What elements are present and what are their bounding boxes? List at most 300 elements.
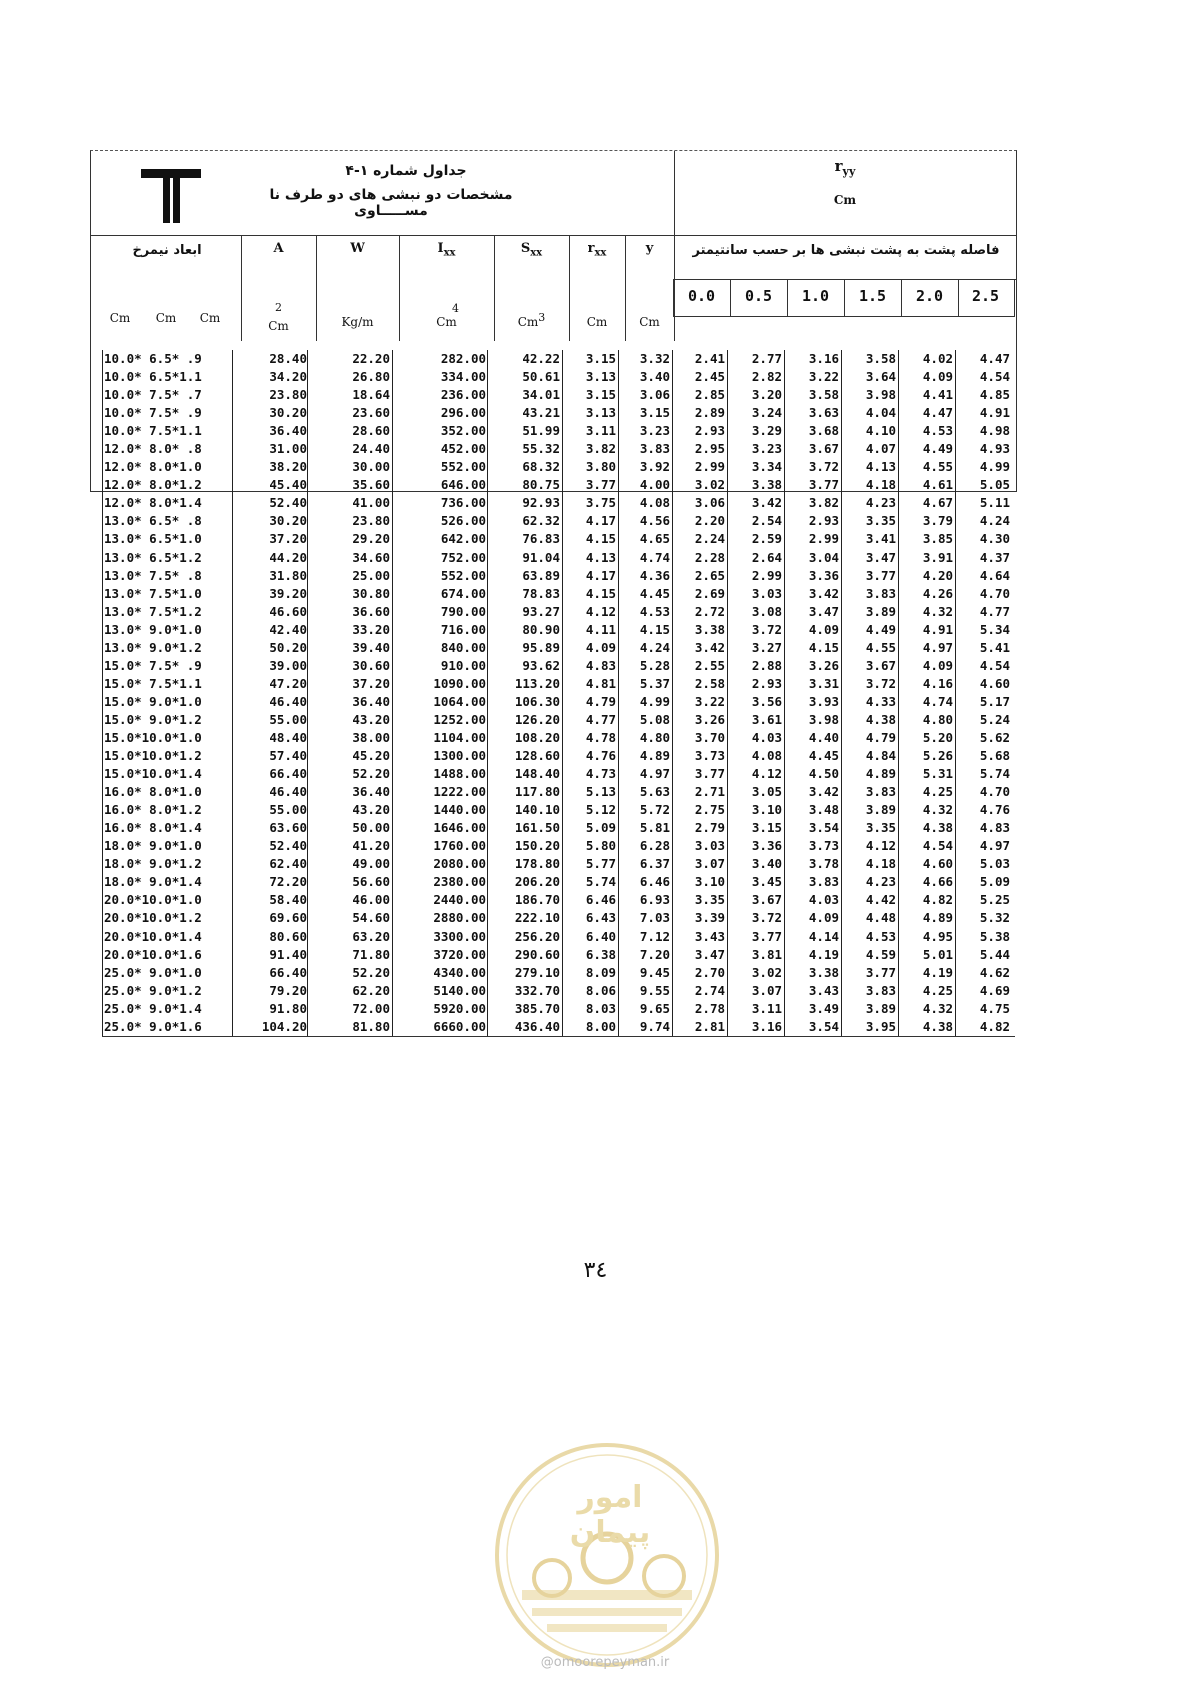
table-cell: 4.67 (922, 495, 953, 511)
column-rule (392, 440, 393, 458)
column-rule (392, 1018, 393, 1036)
table-cell: 4.38 (922, 820, 953, 836)
profile-dimensions: 15.0* 7.5*1.1 (104, 675, 202, 691)
column-rule (307, 567, 308, 585)
table-cell: 752.00 (440, 549, 486, 565)
table-cell: 55.32 (522, 441, 560, 457)
column-rule (672, 837, 673, 855)
table-cell: 3.23 (751, 441, 782, 457)
table-cell: 36.40 (352, 693, 390, 709)
table-cell: 4.12 (865, 838, 896, 854)
table-cell: 4.18 (865, 856, 896, 872)
table-cell: 50.61 (522, 369, 560, 385)
table-cell: 3.10 (694, 874, 725, 890)
table-cell: 4.03 (751, 729, 782, 745)
column-rule (727, 476, 728, 494)
column-rule (102, 783, 103, 801)
column-rule (392, 837, 393, 855)
table-cell: 5140.00 (433, 982, 486, 998)
table-cell: 46.40 (269, 693, 307, 709)
profile-dimensions: 13.0* 6.5*1.0 (104, 531, 202, 547)
column-rule (232, 765, 233, 783)
column-rule (898, 458, 899, 476)
table-cell: 3.98 (865, 387, 896, 403)
column-rule (672, 711, 673, 729)
column-rule (898, 946, 899, 964)
table-cell: 3.42 (808, 784, 839, 800)
table-cell: 9.74 (639, 1018, 670, 1034)
table-cell: 52.40 (269, 495, 307, 511)
column-rule (672, 819, 673, 837)
col-ixx-unit: 4 Cm (436, 302, 459, 329)
column-rule (232, 819, 233, 837)
column-rule (487, 765, 488, 783)
column-rule (841, 585, 842, 603)
table-cell: 6.38 (585, 946, 616, 962)
column-rule (784, 873, 785, 891)
column-rule (727, 657, 728, 675)
column-rule (898, 585, 899, 603)
column-rule (562, 368, 563, 386)
table-row (102, 476, 1015, 494)
column-rule (307, 494, 308, 512)
column-rule (232, 693, 233, 711)
column-rule (955, 855, 956, 873)
column-rule (232, 675, 233, 693)
column-rule (562, 675, 563, 693)
column-rule (232, 711, 233, 729)
column-rule (392, 801, 393, 819)
column-rule (955, 494, 956, 512)
table-row (102, 801, 1015, 819)
table-cell: 5.17 (979, 693, 1010, 709)
column-rule (392, 1000, 393, 1018)
table-cell: 4.37 (979, 549, 1010, 565)
table-cell: 63.60 (269, 820, 307, 836)
profile-dimensions: 18.0* 9.0*1.2 (104, 856, 202, 872)
column-rule (784, 747, 785, 765)
table-cell: 3.24 (751, 405, 782, 421)
column-rule (784, 1018, 785, 1036)
table-cell: 5.81 (639, 820, 670, 836)
distance-cells (673, 279, 1015, 319)
column-rule (307, 386, 308, 404)
table-cell: 8.09 (585, 964, 616, 980)
table-cell: 5.09 (979, 874, 1010, 890)
column-rule (392, 530, 393, 548)
table-cell: 5.63 (639, 784, 670, 800)
column-rule (898, 765, 899, 783)
column-rule (955, 891, 956, 909)
table-cell: 3.73 (808, 838, 839, 854)
table-cell: 30.00 (352, 459, 390, 475)
table-cell: 3.67 (751, 892, 782, 908)
table-cell: 2.77 (751, 351, 782, 366)
column-rule (618, 964, 619, 982)
table-cell: 4.77 (979, 603, 1010, 619)
table-cell: 57.40 (269, 748, 307, 764)
table-cell: 4.24 (979, 513, 1010, 529)
profile-dimensions: 25.0* 9.0*1.0 (104, 964, 202, 980)
table-cell: 3.15 (585, 387, 616, 403)
column-rule (487, 567, 488, 585)
column-rule (307, 819, 308, 837)
table-cell: 4.97 (639, 766, 670, 782)
table-cell: 3.16 (808, 351, 839, 366)
column-rule (392, 693, 393, 711)
table-cell: 4.16 (922, 675, 953, 691)
column-rule (955, 404, 956, 422)
table-cell: 5.01 (922, 946, 953, 962)
column-rule (562, 404, 563, 422)
table-cell: 4.19 (808, 946, 839, 962)
table-cell: 646.00 (440, 477, 486, 493)
column-rule (307, 1018, 308, 1036)
table-cell: 236.00 (440, 387, 486, 403)
table-cell: 23.80 (269, 387, 307, 403)
column-rule (307, 693, 308, 711)
column-rule (727, 512, 728, 530)
column-rule (487, 909, 488, 927)
table-cell: 452.00 (440, 441, 486, 457)
table-cell: 3.06 (639, 387, 670, 403)
column-rule (955, 964, 956, 982)
table-cell: 3.75 (585, 495, 616, 511)
column-rule (898, 476, 899, 494)
profile-dimensions: 13.0* 7.5*1.0 (104, 585, 202, 601)
table-cell: 72.00 (352, 1000, 390, 1016)
column-rule (232, 928, 233, 946)
table-cell: 58.40 (269, 892, 307, 908)
column-rule (102, 512, 103, 530)
column-rule (898, 350, 899, 368)
table-cell: 5.34 (979, 621, 1010, 637)
column-rule (232, 530, 233, 548)
column-rule (841, 855, 842, 873)
column-rule (618, 422, 619, 440)
column-rule (727, 711, 728, 729)
column-rule (307, 603, 308, 621)
table-cell: 92.93 (522, 495, 560, 511)
column-rule (232, 422, 233, 440)
column-rule (618, 1000, 619, 1018)
column-rule (392, 350, 393, 368)
table-row (102, 350, 1015, 368)
table-cell: 840.00 (440, 639, 486, 655)
table-cell: 4.23 (865, 874, 896, 890)
table-cell: 4.99 (639, 693, 670, 709)
table-cell: 5.32 (979, 910, 1010, 926)
table-cell: 2.95 (694, 441, 725, 457)
profile-dimensions: 13.0* 7.5* .8 (104, 567, 202, 583)
table-cell: 3.22 (808, 369, 839, 385)
table-cell: 4.04 (865, 405, 896, 421)
column-rule (392, 621, 393, 639)
table-cell: 2880.00 (433, 910, 486, 926)
table-cell: 81.80 (352, 1018, 390, 1034)
column-rule (487, 1018, 488, 1036)
column-rule (102, 476, 103, 494)
column-rule (102, 1018, 103, 1036)
table-cell: 3.35 (694, 892, 725, 908)
column-rule (102, 909, 103, 927)
table-row (102, 494, 1015, 512)
table-cell: 55.00 (269, 711, 307, 727)
column-rule (307, 909, 308, 927)
table-cell: 33.20 (352, 621, 390, 637)
column-rule (392, 909, 393, 927)
table-cell: 4.97 (979, 838, 1010, 854)
column-rule (955, 512, 956, 530)
table-cell: 4.81 (585, 675, 616, 691)
column-rule (307, 657, 308, 675)
table-cell: 4.03 (808, 892, 839, 908)
table-cell: 3.48 (808, 802, 839, 818)
table-cell: 62.20 (352, 982, 390, 998)
profile-dimensions: 13.0* 9.0*1.0 (104, 621, 202, 637)
column-rule (898, 729, 899, 747)
table-cell: 54.60 (352, 910, 390, 926)
table-cell: 5.12 (585, 802, 616, 818)
table-cell: 1064.00 (433, 693, 486, 709)
table-cell: 3.85 (922, 531, 953, 547)
table-cell: 3.38 (751, 477, 782, 493)
table-cell: 91.80 (269, 1000, 307, 1016)
column-rule (232, 964, 233, 982)
table-cell: 2.45 (694, 369, 725, 385)
table-cell: 3.02 (751, 964, 782, 980)
table-cell: 5.31 (922, 766, 953, 782)
table-cell: 41.20 (352, 838, 390, 854)
column-rule (672, 404, 673, 422)
table-cell: 4.09 (922, 369, 953, 385)
table-row (102, 422, 1015, 440)
column-rule (487, 964, 488, 982)
column-rule (392, 585, 393, 603)
table-cell: 2.24 (694, 531, 725, 547)
table-cell: 2.59 (751, 531, 782, 547)
table-cell: 6.37 (639, 856, 670, 872)
table-cell: 3.26 (694, 711, 725, 727)
column-rule (898, 928, 899, 946)
column-rule (955, 783, 956, 801)
table-cell: 3.93 (808, 693, 839, 709)
column-rule (672, 422, 673, 440)
profile-dimensions: 20.0*10.0*1.0 (104, 892, 202, 908)
table-cell: 49.00 (352, 856, 390, 872)
column-rule (487, 621, 488, 639)
table-cell: 128.60 (514, 748, 560, 764)
column-rule (562, 585, 563, 603)
column-rule (307, 440, 308, 458)
table-cell: 8.03 (585, 1000, 616, 1016)
table-cell: 3.45 (751, 874, 782, 890)
table-cell: 2440.00 (433, 892, 486, 908)
column-rule (232, 350, 233, 368)
column-rule (392, 675, 393, 693)
column-rule (307, 422, 308, 440)
column-rule (307, 928, 308, 946)
column-rule (562, 783, 563, 801)
column-rule (727, 567, 728, 585)
column-rule (307, 404, 308, 422)
column-rule (232, 891, 233, 909)
column-rule (727, 603, 728, 621)
table-cell: 71.80 (352, 946, 390, 962)
column-rule (672, 440, 673, 458)
table-cell: 5920.00 (433, 1000, 486, 1016)
column-rule (562, 386, 563, 404)
profile-dimensions: 15.0* 9.0*1.2 (104, 711, 202, 727)
column-rule (955, 801, 956, 819)
table-cell: 22.20 (352, 351, 390, 366)
column-rule (898, 603, 899, 621)
profile-dimensions: 16.0* 8.0*1.4 (104, 820, 202, 836)
column-rule (307, 368, 308, 386)
table-cell: 30.20 (269, 405, 307, 421)
column-rule (307, 873, 308, 891)
column-rule (618, 873, 619, 891)
column-rule (392, 567, 393, 585)
table-cell: 3.07 (751, 982, 782, 998)
profile-dimensions: 13.0* 6.5*1.2 (104, 549, 202, 565)
table-cell: 48.40 (269, 729, 307, 745)
column-rule (841, 765, 842, 783)
table-cell: 790.00 (440, 603, 486, 619)
table-cell: 18.64 (352, 387, 390, 403)
column-rule (727, 946, 728, 964)
table-cell: 2.58 (694, 675, 725, 691)
column-rule (672, 549, 673, 567)
table-cell: 4.55 (865, 639, 896, 655)
table-cell: 3.06 (694, 495, 725, 511)
profile-dimensions: 12.0* 8.0*1.4 (104, 495, 202, 511)
column-rule (232, 585, 233, 603)
table-cell: 4.32 (922, 1000, 953, 1016)
table-row (102, 404, 1015, 422)
table-cell: 4.79 (865, 729, 896, 745)
column-rule (562, 350, 563, 368)
table-cell: 63.89 (522, 567, 560, 583)
column-rule (392, 928, 393, 946)
column-rule (102, 368, 103, 386)
table-cell: 3.23 (639, 423, 670, 439)
table-cell: 38.00 (352, 729, 390, 745)
column-rule (898, 512, 899, 530)
column-rule (562, 422, 563, 440)
table-cell: 80.90 (522, 621, 560, 637)
column-rule (232, 747, 233, 765)
table-cell: 4.65 (639, 531, 670, 547)
table-cell: 4.70 (979, 585, 1010, 601)
table-row (102, 621, 1015, 639)
table-row (102, 946, 1015, 964)
column-rule (727, 585, 728, 603)
table-caption: مشخصات دو نبشی های دو طرف نا مســـــاوی (269, 187, 513, 219)
table-cell: 31.00 (269, 441, 307, 457)
column-rule (618, 946, 619, 964)
column-rule (562, 639, 563, 657)
table-row (102, 657, 1015, 675)
column-rule (487, 530, 488, 548)
column-rule (672, 891, 673, 909)
column-rule (392, 386, 393, 404)
table-cell: 3.82 (585, 441, 616, 457)
table-cell: 3.92 (639, 459, 670, 475)
table-cell: 5.41 (979, 639, 1010, 655)
table-cell: 42.40 (269, 621, 307, 637)
column-rule (392, 819, 393, 837)
column-rule (672, 494, 673, 512)
column-rule (487, 368, 488, 386)
table-cell: 3.83 (639, 441, 670, 457)
column-rule (841, 530, 842, 548)
column-rule (102, 422, 103, 440)
column-rule (487, 585, 488, 603)
profile-dimensions: 12.0* 8.0*1.0 (104, 459, 202, 475)
column-rule (562, 549, 563, 567)
column-rule (232, 783, 233, 801)
profile-dimensions: 13.0* 7.5*1.2 (104, 603, 202, 619)
column-rule (392, 549, 393, 567)
table-cell: 45.40 (269, 477, 307, 493)
column-rule (955, 639, 956, 657)
profile-dimensions: 18.0* 9.0*1.4 (104, 874, 202, 890)
column-rule (898, 368, 899, 386)
column-rule (727, 1000, 728, 1018)
table-cell: 642.00 (440, 531, 486, 547)
table-cell: 3.34 (751, 459, 782, 475)
table-cell: 23.60 (352, 405, 390, 421)
column-rule (618, 729, 619, 747)
column-rule (618, 476, 619, 494)
table-cell: 62.32 (522, 513, 560, 529)
table-cell: 30.60 (352, 657, 390, 673)
column-rule (487, 873, 488, 891)
table-row (102, 909, 1015, 927)
column-rule (898, 494, 899, 512)
table-cell: 3.40 (751, 856, 782, 872)
column-rule (232, 549, 233, 567)
column-rule (784, 657, 785, 675)
table-cell: 3.03 (694, 838, 725, 854)
table-cell: 436.40 (514, 1018, 560, 1034)
column-rule (618, 783, 619, 801)
table-cell: 126.20 (514, 711, 560, 727)
column-rule (307, 549, 308, 567)
table-cell: 4.69 (979, 982, 1010, 998)
column-rule (727, 368, 728, 386)
column-rule (232, 512, 233, 530)
table-cell: 3.61 (751, 711, 782, 727)
column-rule (841, 368, 842, 386)
column-rule (102, 801, 103, 819)
table-cell: 716.00 (440, 621, 486, 637)
table-cell: 4.09 (585, 639, 616, 655)
table-cell: 2.99 (694, 459, 725, 475)
table-row (102, 1018, 1015, 1036)
table-cell: 3.11 (585, 423, 616, 439)
table-cell: 3.47 (808, 603, 839, 619)
column-rule (102, 639, 103, 657)
column-rule (562, 964, 563, 982)
table-cell: 9.45 (639, 964, 670, 980)
table-cell: 910.00 (440, 657, 486, 673)
table-cell: 6660.00 (433, 1018, 486, 1034)
column-rule (562, 693, 563, 711)
table-row (102, 549, 1015, 567)
table-cell: 4.38 (922, 1018, 953, 1034)
